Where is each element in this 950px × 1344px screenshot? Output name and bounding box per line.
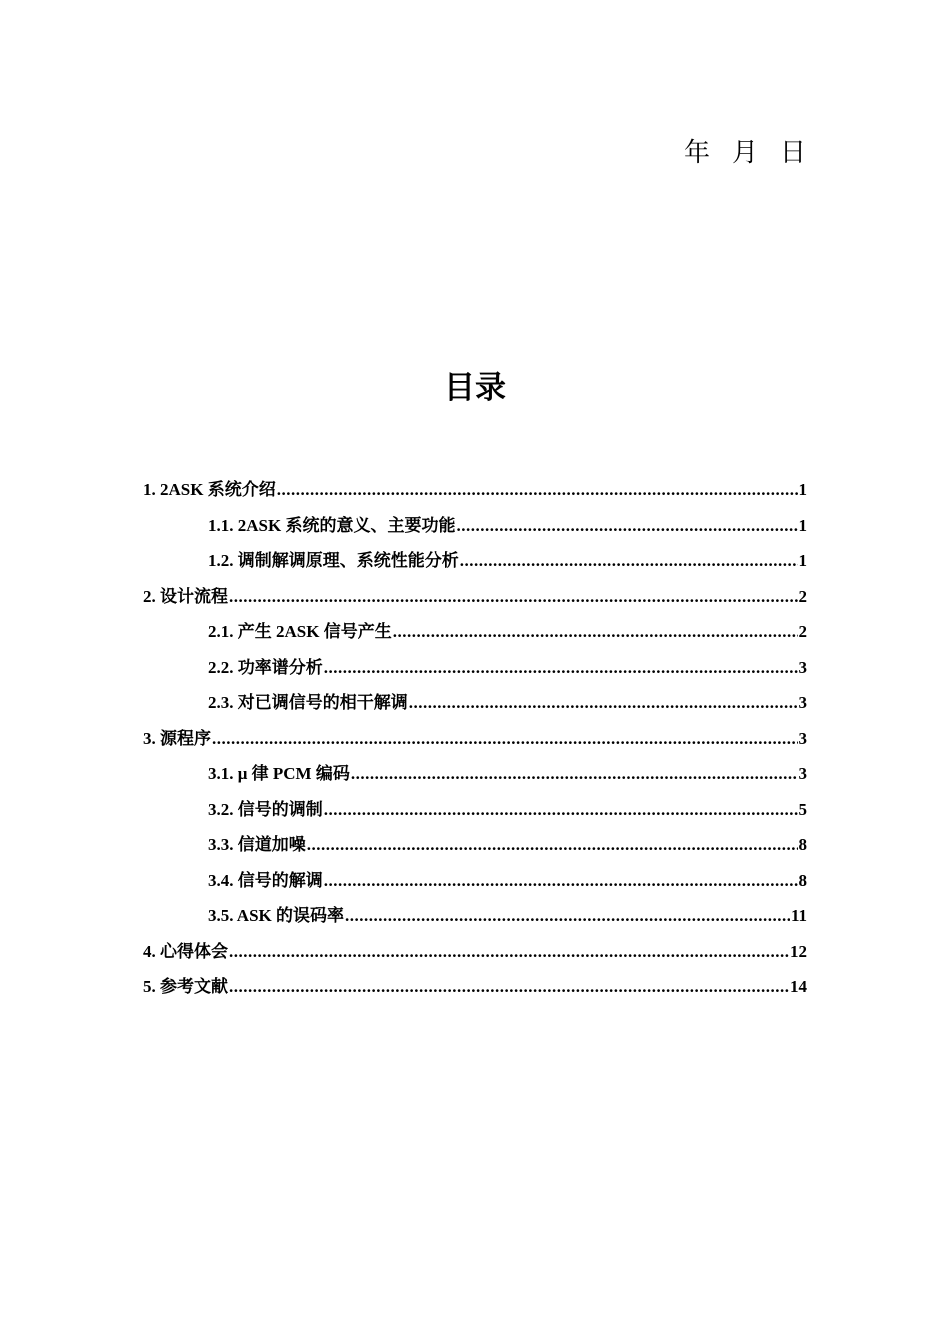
toc-entry[interactable]	[143, 579, 807, 615]
toc-entry-page: 11	[790, 906, 807, 925]
toc-dot-leader	[229, 579, 798, 615]
toc-entry-text: 3.2. 信号的调制	[208, 799, 323, 819]
toc-entry-page: 2	[798, 622, 807, 641]
toc-entry-text: 2.1. 产生 2ASK 信号产生	[208, 622, 392, 641]
toc-entry-text: 1.2. 调制解调原理、系统性能分析	[208, 551, 459, 570]
toc-entry[interactable]	[143, 934, 807, 970]
toc-entry-page: 3	[798, 764, 807, 783]
toc-entry-text: 3.1. μ 律 PCM 编码	[208, 764, 350, 783]
toc-entry[interactable]	[143, 685, 807, 721]
toc-dot-leader	[307, 827, 798, 863]
toc-entry-text: 4. 心得体会	[143, 941, 228, 961]
toc-dot-leader	[324, 792, 798, 828]
toc-dot-leader	[212, 721, 798, 757]
toc-entry-page: 1	[798, 480, 807, 499]
toc-dot-leader	[456, 508, 797, 544]
toc-entry[interactable]	[143, 472, 807, 508]
toc-entry-page: 3	[798, 657, 807, 677]
toc-dot-leader	[229, 934, 789, 970]
toc-entry-text: 3.4. 信号的解调	[208, 870, 323, 890]
toc-entry-text: 5. 参考文献	[143, 977, 228, 996]
date-day-label: 日	[779, 138, 806, 167]
toc-entry[interactable]	[143, 756, 807, 792]
toc-entry-page: 1	[798, 515, 807, 535]
toc-dot-leader	[229, 969, 789, 1005]
toc-title: 目录	[444, 370, 506, 406]
toc-entry-page: 5	[798, 799, 807, 819]
toc-entry[interactable]	[143, 543, 807, 579]
toc-entry[interactable]	[143, 650, 807, 686]
toc-entry-text: 3. 源程序	[143, 728, 211, 748]
toc-entry[interactable]	[143, 827, 807, 863]
date-line	[684, 132, 806, 169]
toc-entry-text: 3.5. ASK 的误码率	[208, 906, 345, 925]
toc-entry-page: 3	[798, 728, 807, 748]
toc-entry[interactable]	[143, 969, 807, 1005]
toc-entry-text: 1. 2ASK 系统介绍	[143, 480, 276, 499]
toc-dot-leader	[324, 863, 798, 899]
toc-entry-text: 1.1. 2ASK 系统的意义、主要功能	[208, 515, 456, 535]
toc-entry[interactable]	[143, 614, 807, 650]
toc-entry-text: 2.2. 功率谱分析	[208, 657, 323, 677]
date-month-label: 月	[731, 138, 758, 167]
toc-entry-page: 3	[798, 693, 807, 712]
toc-entry-text: 2. 设计流程	[143, 586, 228, 606]
toc-entry-page: 2	[798, 586, 807, 606]
toc-dot-leader	[351, 756, 798, 792]
toc-entry[interactable]	[143, 792, 807, 828]
toc-dot-leader	[409, 685, 798, 721]
toc-entry[interactable]	[143, 721, 807, 757]
table-of-contents	[143, 472, 807, 1005]
toc-entry-page: 8	[798, 870, 807, 890]
toc-entry[interactable]	[143, 898, 807, 934]
toc-entry-page: 1	[798, 551, 807, 570]
toc-entry-page: 14	[790, 977, 807, 996]
toc-entry[interactable]	[143, 863, 807, 899]
toc-dot-leader	[393, 614, 798, 650]
toc-dot-leader	[345, 898, 790, 934]
toc-entry-text: 2.3. 对已调信号的相干解调	[208, 693, 408, 712]
toc-entry-page: 12	[790, 941, 807, 961]
toc-entry-text: 3.3. 信道加噪	[208, 835, 306, 854]
date-year-label: 年	[683, 138, 710, 167]
toc-entry[interactable]	[143, 508, 807, 544]
toc-dot-leader	[277, 472, 798, 508]
toc-entry-page: 8	[798, 835, 807, 854]
toc-dot-leader	[460, 543, 798, 579]
toc-dot-leader	[324, 650, 798, 686]
